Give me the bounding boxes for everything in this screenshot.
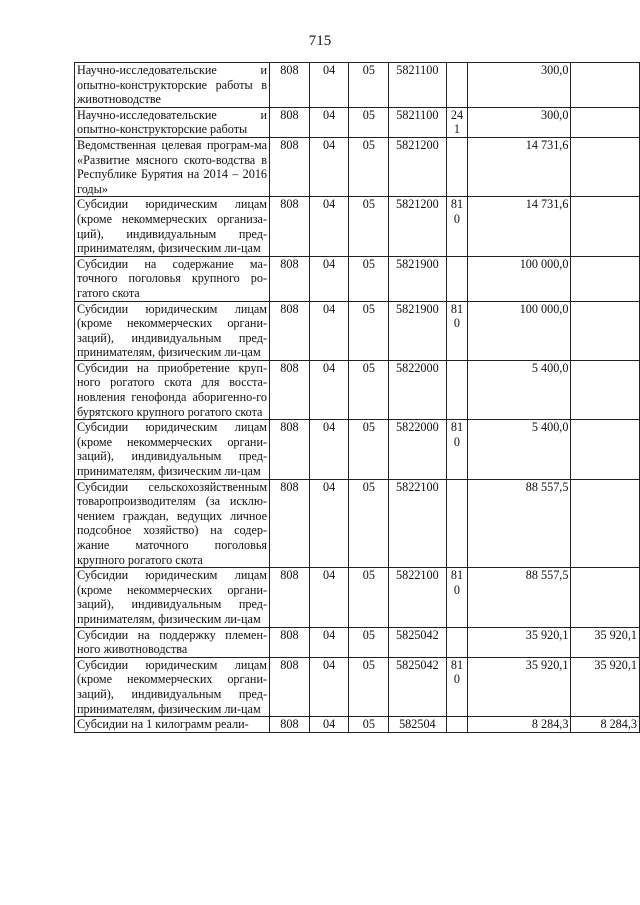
item-name-text: Субсидии юридическим лицам (кроме некоммерческих органи-заций), индивидуальным пред-принимателям, физическим ли-цам xyxy=(77,568,268,626)
item-name-text: Субсидии сельскохозяйственным товаропроизводителям (за исклю-чением граждан, ведущих личное подсобное хозяйство) на содер-жание маточного поголовья крупного рогатого скота xyxy=(77,479,268,567)
target-article-cell: 5825042 xyxy=(389,657,446,716)
item-name-cell xyxy=(75,360,270,419)
admin-code-cell: 808 xyxy=(270,107,310,137)
item-name-text: Субсидии на 1 килограмм реали- xyxy=(77,717,249,732)
expense-type-cell xyxy=(446,360,468,419)
target-article-cell: 5822100 xyxy=(389,568,446,627)
subsection-code-cell: 05 xyxy=(349,568,389,627)
section-code-cell: 04 xyxy=(309,657,349,716)
table-row xyxy=(75,360,640,419)
item-name-text: Субсидии юридическим лицам (кроме некоммерческих органи-заций), индивидуальным пред-принимателям, физическим ли-цам xyxy=(77,301,268,360)
item-name-text: Научно-исследовательские и опытно-конструкторские работы в животноводстве xyxy=(77,63,268,107)
item-name-text: Субсидии на приобретение круп-ного рогатого скота для восста-новления генофонда аборигенно-го бурятского крупного рогатого скота xyxy=(77,360,268,419)
section-code-cell: 04 xyxy=(309,256,349,301)
target-article-cell: 5822000 xyxy=(389,360,446,419)
amount-cell: 14 731,6 xyxy=(468,197,571,256)
target-article-cell: 5821900 xyxy=(389,301,446,360)
item-name-cell xyxy=(75,479,270,568)
table-row xyxy=(75,301,640,360)
target-article-cell: 5825042 xyxy=(389,627,446,657)
item-name-cell xyxy=(75,717,270,733)
section-code-cell: 04 xyxy=(309,479,349,568)
amount-cell: 300,0 xyxy=(468,107,571,137)
item-name-text: Субсидии юридическим лицам (кроме некоммерческих органи-заций), индивидуальным пред-принимателям, физическим ли-цам xyxy=(77,420,268,479)
table-row xyxy=(75,107,640,137)
page-number: 715 xyxy=(308,33,332,49)
item-name-cell xyxy=(75,301,270,360)
amount-cell: 35 920,1 xyxy=(468,657,571,716)
subsection-code-cell: 05 xyxy=(349,256,389,301)
subsection-code-cell: 05 xyxy=(349,479,389,568)
target-article-cell: 5821100 xyxy=(389,107,446,137)
amount-federal-cell: 8 284,3 xyxy=(571,717,640,733)
section-code-cell: 04 xyxy=(309,420,349,479)
amount-cell: 300,0 xyxy=(468,63,571,108)
target-article-cell: 5822000 xyxy=(389,420,446,479)
section-code-cell: 04 xyxy=(309,137,349,196)
target-article-cell: 5821200 xyxy=(389,137,446,196)
section-code-cell: 04 xyxy=(309,107,349,137)
expense-type-cell: 810 xyxy=(446,568,468,627)
subsection-code-cell: 05 xyxy=(349,197,389,256)
table-row xyxy=(75,479,640,568)
target-article-cell: 582504 xyxy=(389,717,446,733)
amount-federal-cell xyxy=(571,360,640,419)
table-row xyxy=(75,717,640,733)
table-row xyxy=(75,568,640,627)
item-name-text: Субсидии юридическим лицам (кроме некоммерческих организа-ций), индивидуальным пред-принимателям, физическим ли-цам xyxy=(77,197,268,256)
amount-federal-cell xyxy=(571,568,640,627)
expense-type-cell xyxy=(446,137,468,196)
section-code-cell: 04 xyxy=(309,717,349,733)
amount-cell: 35 920,1 xyxy=(468,627,571,657)
admin-code-cell: 808 xyxy=(270,256,310,301)
amount-federal-cell xyxy=(571,479,640,568)
amount-federal-cell xyxy=(571,256,640,301)
expense-type-cell: 810 xyxy=(446,301,468,360)
table-row xyxy=(75,420,640,479)
expense-type-cell xyxy=(446,717,468,733)
admin-code-cell: 808 xyxy=(270,479,310,568)
amount-cell: 5 400,0 xyxy=(468,360,571,419)
table-row xyxy=(75,256,640,301)
subsection-code-cell: 05 xyxy=(349,627,389,657)
subsection-code-cell: 05 xyxy=(349,137,389,196)
item-name-cell xyxy=(75,107,270,137)
table-row xyxy=(75,627,640,657)
subsection-code-cell: 05 xyxy=(349,301,389,360)
amount-cell: 88 557,5 xyxy=(468,479,571,568)
amount-federal-cell xyxy=(571,107,640,137)
expense-type-cell: 810 xyxy=(446,657,468,716)
amount-cell: 88 557,5 xyxy=(468,568,571,627)
amount-cell: 100 000,0 xyxy=(468,301,571,360)
subsection-code-cell: 05 xyxy=(349,420,389,479)
table-row xyxy=(75,197,640,256)
amount-cell: 14 731,6 xyxy=(468,137,571,196)
subsection-code-cell: 05 xyxy=(349,657,389,716)
amount-federal-cell: 35 920,1 xyxy=(571,627,640,657)
item-name-text: Научно-исследовательские и опытно-конструкторские работы xyxy=(77,107,268,137)
expense-type-cell: 241 xyxy=(446,107,468,137)
budget-table xyxy=(74,62,640,733)
admin-code-cell: 808 xyxy=(270,627,310,657)
admin-code-cell: 808 xyxy=(270,657,310,716)
section-code-cell: 04 xyxy=(309,568,349,627)
section-code-cell: 04 xyxy=(309,197,349,256)
item-name-cell xyxy=(75,568,270,627)
expense-type-cell: 810 xyxy=(446,197,468,256)
subsection-code-cell: 05 xyxy=(349,63,389,108)
table-row xyxy=(75,137,640,196)
section-code-cell: 04 xyxy=(309,627,349,657)
expense-type-cell xyxy=(446,256,468,301)
section-code-cell: 04 xyxy=(309,360,349,419)
amount-federal-cell xyxy=(571,197,640,256)
item-name-cell xyxy=(75,256,270,301)
admin-code-cell: 808 xyxy=(270,420,310,479)
expense-type-cell: 810 xyxy=(446,420,468,479)
admin-code-cell: 808 xyxy=(270,63,310,108)
amount-cell: 100 000,0 xyxy=(468,256,571,301)
admin-code-cell: 808 xyxy=(270,137,310,196)
amount-cell: 5 400,0 xyxy=(468,420,571,479)
section-code-cell: 04 xyxy=(309,301,349,360)
table-row xyxy=(75,63,640,108)
subsection-code-cell: 05 xyxy=(349,107,389,137)
admin-code-cell: 808 xyxy=(270,301,310,360)
target-article-cell: 5822100 xyxy=(389,479,446,568)
section-code-cell: 04 xyxy=(309,63,349,108)
amount-cell: 8 284,3 xyxy=(468,717,571,733)
item-name-cell xyxy=(75,627,270,657)
subsection-code-cell: 05 xyxy=(349,360,389,419)
table-row xyxy=(75,657,640,716)
item-name-cell xyxy=(75,137,270,196)
item-name-cell xyxy=(75,197,270,256)
amount-federal-cell: 35 920,1 xyxy=(571,657,640,716)
amount-federal-cell xyxy=(571,63,640,108)
item-name-text: Субсидии на содержание ма-точного поголовья крупного ро-гатого скота xyxy=(77,256,268,300)
item-name-cell xyxy=(75,420,270,479)
admin-code-cell: 808 xyxy=(270,568,310,627)
target-article-cell: 5821100 xyxy=(389,63,446,108)
target-article-cell: 5821200 xyxy=(389,197,446,256)
amount-federal-cell xyxy=(571,420,640,479)
item-name-text: Субсидии юридическим лицам (кроме некоммерческих органи-заций), индивидуальным пред-принимателям, физическим ли-цам xyxy=(77,657,268,716)
expense-type-cell xyxy=(446,479,468,568)
admin-code-cell: 808 xyxy=(270,717,310,733)
item-name-cell xyxy=(75,63,270,108)
item-name-text: Ведомственная целевая програм-ма «Развитие мясного ското-водства в Республике Бурятия на 2014 – 2016 годы» xyxy=(77,137,268,196)
amount-federal-cell xyxy=(571,301,640,360)
expense-type-cell xyxy=(446,63,468,108)
admin-code-cell: 808 xyxy=(270,197,310,256)
budget-table-body xyxy=(75,63,640,733)
item-name-text: Субсидии на поддержку племен-ного животноводства xyxy=(77,627,268,657)
expense-type-cell xyxy=(446,627,468,657)
amount-federal-cell xyxy=(571,137,640,196)
subsection-code-cell: 05 xyxy=(349,717,389,733)
item-name-cell xyxy=(75,657,270,716)
admin-code-cell: 808 xyxy=(270,360,310,419)
target-article-cell: 5821900 xyxy=(389,256,446,301)
